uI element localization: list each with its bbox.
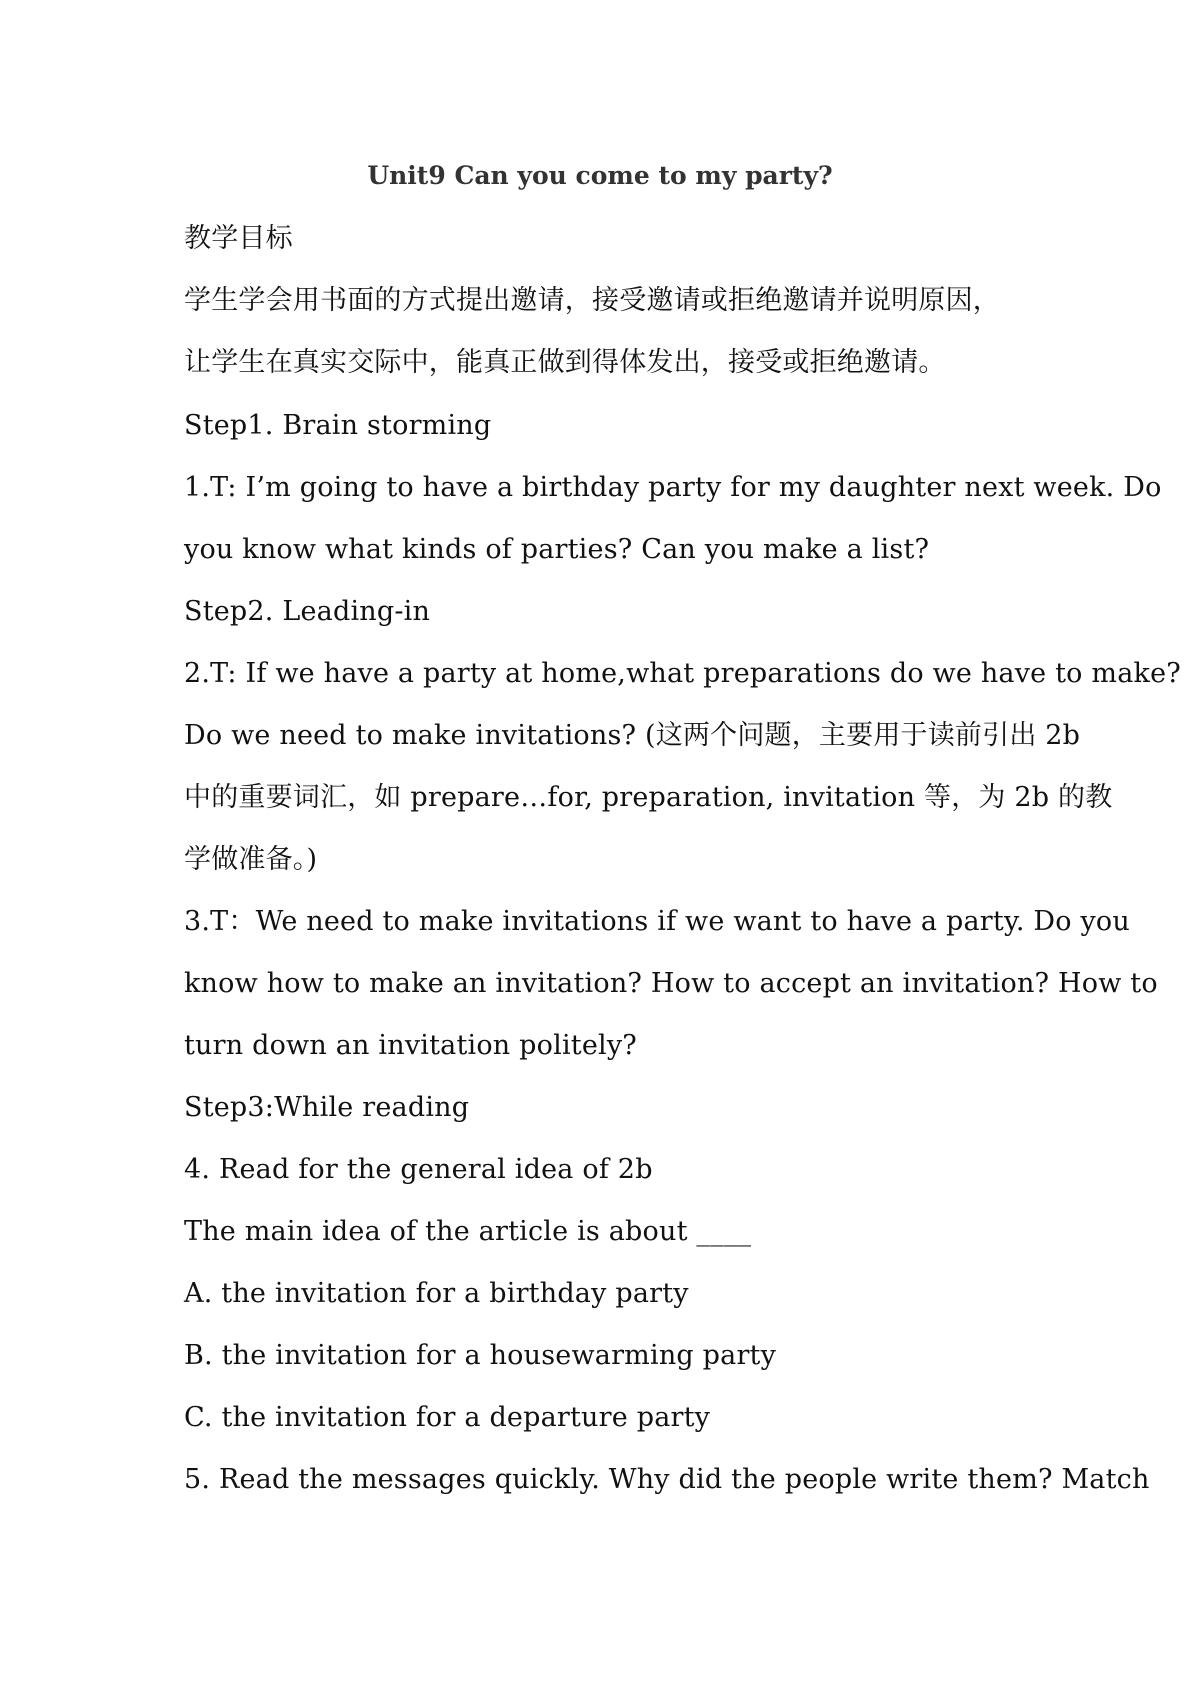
- question-line: The main idea of the article is about ____: [184, 1216, 752, 1247]
- step-heading: Step1. Brain storming: [184, 410, 492, 441]
- paragraph-line: 1.T: I’m going to have a birthday party for my daughter next week. Do: [184, 472, 1162, 503]
- paragraph-line: you know what kinds of parties? Can you make a list?: [184, 534, 930, 565]
- step-heading: Step3:While reading: [184, 1092, 470, 1123]
- paragraph-line: 4. Read for the general idea of 2b: [184, 1154, 653, 1185]
- paragraph-line: 学做准备。): [184, 844, 318, 875]
- answer-option-c: C. the invitation for a departure party: [184, 1402, 711, 1433]
- paragraph-line: turn down an invitation politely?: [184, 1030, 637, 1061]
- paragraph-line: Do we need to make invitations? (这两个问题，主要用于读前引出 2b: [184, 720, 1081, 751]
- paragraph-line: 5. Read the messages quickly. Why did the people write them? Match: [184, 1464, 1150, 1495]
- document-title: Unit9 Can you come to my party?: [367, 161, 833, 190]
- paragraph-line: 让学生在真实交际中，能真正做到得体发出，接受或拒绝邀请。: [184, 347, 946, 378]
- paragraph-line: 3.T：We need to make invitations if we want to have a party. Do you: [184, 906, 1130, 937]
- paragraph-line: 中的重要词汇，如 prepare…for, preparation, invitation 等，为 2b 的教: [184, 782, 1113, 813]
- answer-option-b: B. the invitation for a housewarming party: [184, 1340, 777, 1371]
- answer-option-a: A. the invitation for a birthday party: [184, 1278, 689, 1309]
- section-heading-objectives: 教学目标: [184, 223, 293, 254]
- step-heading: Step2. Leading-in: [184, 596, 431, 627]
- paragraph-line: 学生学会用书面的方式提出邀请，接受邀请或拒绝邀请并说明原因，: [184, 285, 1000, 316]
- paragraph-line: know how to make an invitation? How to accept an invitation? How to: [184, 968, 1158, 999]
- paragraph-line: 2.T: If we have a party at home,what preparations do we have to make?: [184, 658, 1181, 689]
